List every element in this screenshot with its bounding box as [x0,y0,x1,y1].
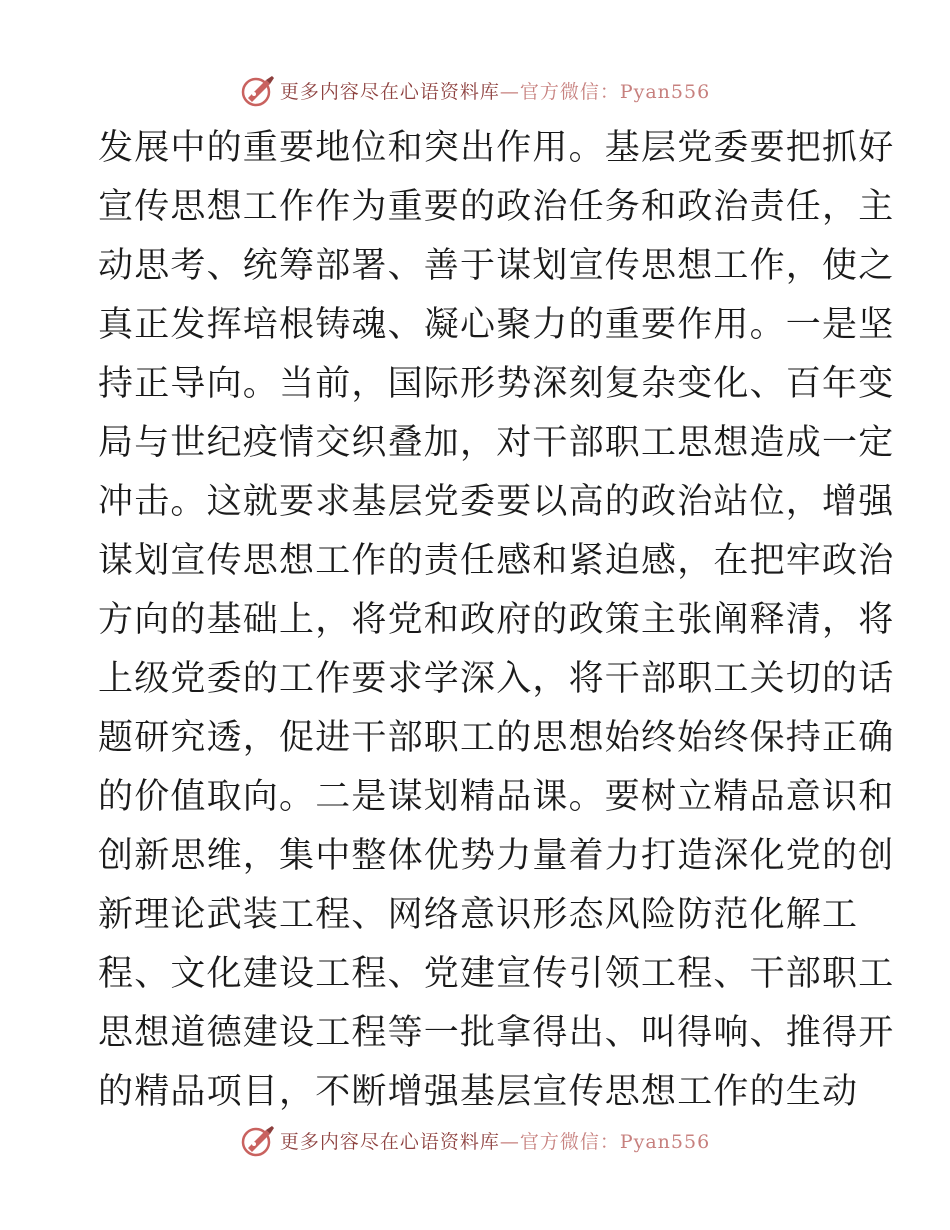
header-watermark-sep: — [499,80,520,103]
text-line: 的价值取向。二是谋划精品课。要树立精品意识和 [98,777,895,817]
document-body [98,125,895,1128]
footer-watermark-text [280,1127,710,1154]
footer-watermark [0,1120,950,1160]
text-line: 题研究透，促进干部职工的思想始终始终保持正确 [98,718,895,758]
text-line: 新理论武装工程、网络意识形态风险防范化解工 [98,895,859,935]
text-line: 发展中的重要地位和突出作用。基层党委要把抓好 [98,128,895,168]
text-line: 方向的基础上，将党和政府的政策主张阐释清，将 [98,600,895,640]
text-line: 动思考、统筹部署、善于谋划宣传思想工作，使之 [98,246,895,286]
text-line: 创新思维，集中整体优势力量着力打造深化党的创 [98,836,895,876]
footer-watermark-sep: — [499,1130,520,1153]
header-watermark-text [280,77,710,104]
text-line: 程、文化建设工程、党建宣传引领工程、干部职工 [98,954,895,994]
text-line: 上级党委的工作要求学深入，将干部职工关切的话 [98,659,895,699]
pen-nib-logo-icon [240,1122,276,1158]
text-line: 思想道德建设工程等一批拿得出、叫得响、推得开 [98,1013,895,1053]
text-line: 宣传思想工作作为重要的政治任务和政治责任，主 [98,187,895,227]
text-line: 局与世纪疫情交织叠加，对干部职工思想造成一定 [98,423,895,463]
header-watermark [0,70,950,110]
text-line: 的精品项目，不断增强基层宣传思想工作的生动 [98,1072,859,1112]
text-line: 持正导向。当前，国际形势深刻复杂变化、百年变 [98,364,895,404]
pen-nib-logo-icon [240,72,276,108]
header-watermark-main: 更多内容尽在心语资料库 [279,80,500,103]
text-line: 谋划宣传思想工作的责任感和紧迫感，在把牢政治 [98,541,895,581]
text-line: 冲击。这就要求基层党委要以高的政治站位，增强 [98,482,895,522]
text-line: 真正发挥培根铸魂、凝心聚力的重要作用。一是坚 [98,305,895,345]
footer-watermark-main: 更多内容尽在心语资料库 [279,1130,500,1153]
footer-watermark-sub: 官方微信：Pyan556 [519,1130,711,1153]
header-watermark-sub: 官方微信：Pyan556 [519,80,711,103]
